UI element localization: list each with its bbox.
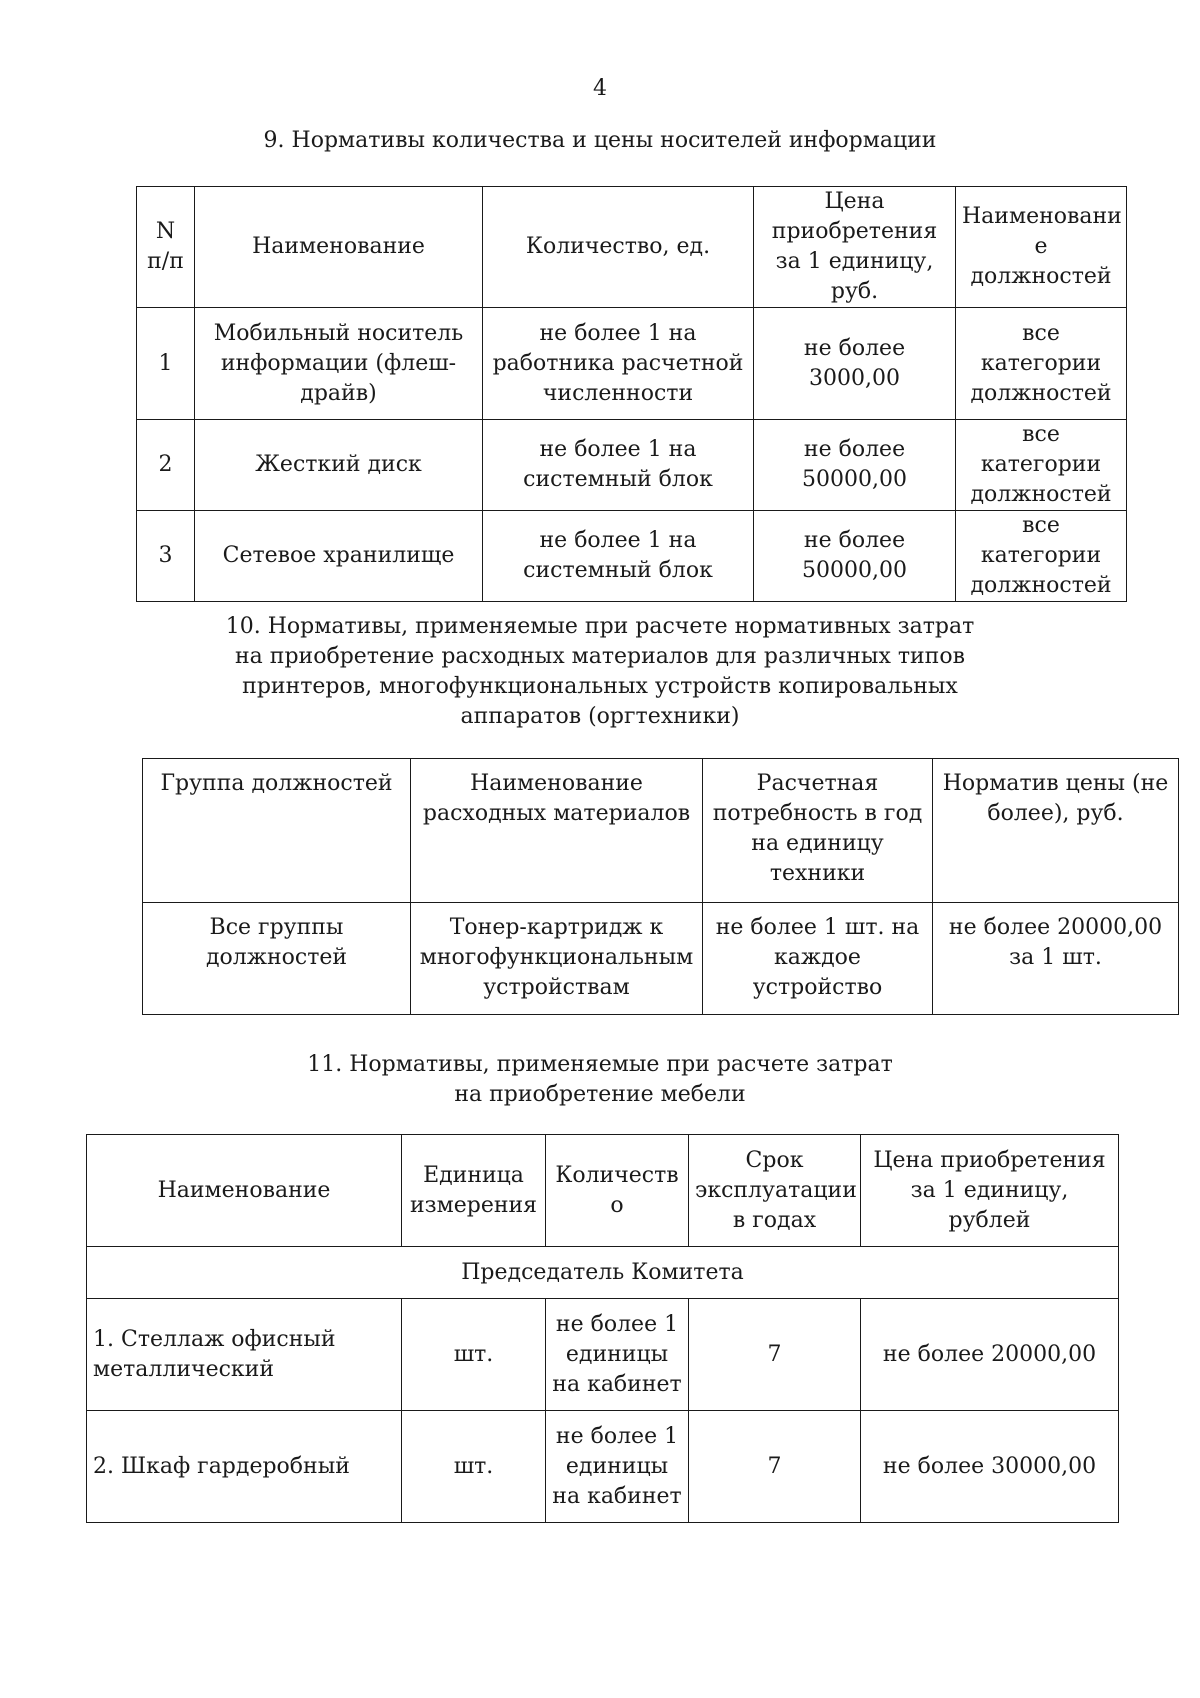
header-cell: Расчетная потребность в год на единицу техники <box>703 759 933 903</box>
table-cell: 3 <box>137 511 195 602</box>
table-row <box>137 420 1127 511</box>
title-line: принтеров, многофункциональных устройств копировальных <box>242 674 958 699</box>
header-cell: Норматив цены (не более), руб. <box>933 759 1179 903</box>
table-cell: все категории должностей <box>956 420 1127 511</box>
section-10-title <box>0 612 1200 732</box>
table-cell: не более 1 на системный блок <box>483 420 754 511</box>
table-row <box>87 1411 1119 1523</box>
media-standards-table <box>136 186 1127 602</box>
header-cell: Количество, ед. <box>483 187 754 308</box>
table-cell: не более 1 шт. на каждое устройство <box>703 903 933 1015</box>
header-cell: Наименование расходных материалов <box>411 759 703 903</box>
header-cell: Наименование <box>195 187 483 308</box>
header-cell: N п/п <box>137 187 195 308</box>
table-cell: 2 <box>137 420 195 511</box>
table-cell: все категории должностей <box>956 511 1127 602</box>
table-row <box>137 511 1127 602</box>
header-cell: Количеств о <box>546 1135 689 1247</box>
title-line: аппаратов (оргтехники) <box>460 704 740 729</box>
header-cell: Цена приобретения за 1 единицу, рублей <box>861 1135 1119 1247</box>
table-cell: не более 20000,00 за 1 шт. <box>933 903 1179 1015</box>
table-row <box>137 308 1127 420</box>
table-cell: Жесткий диск <box>195 420 483 511</box>
table-cell: все категории должностей <box>956 308 1127 420</box>
header-cell: Группа должностей <box>143 759 411 903</box>
page-number: 4 <box>593 76 607 101</box>
table-cell: не более 50000,00 <box>754 511 956 602</box>
table-header-row <box>143 759 1179 903</box>
title-line: на приобретение расходных материалов для различных типов <box>235 644 965 669</box>
group-label: Председатель Комитета <box>87 1247 1119 1299</box>
table-row <box>143 903 1179 1015</box>
table-cell: Мобильный носитель информации (флеш-драйв) <box>195 308 483 420</box>
group-row <box>87 1247 1119 1299</box>
table-cell: 1 <box>137 308 195 420</box>
title-line: на приобретение мебели <box>454 1082 746 1107</box>
section-9-title: 9. Нормативы количества и цены носителей информации <box>263 128 937 153</box>
table-cell: не более 3000,00 <box>754 308 956 420</box>
table-cell: шт. <box>402 1411 546 1523</box>
table-header-row <box>137 187 1127 308</box>
header-cell: Наименование <box>87 1135 402 1247</box>
table-cell: не более 30000,00 <box>861 1411 1119 1523</box>
section-11-title <box>0 1050 1200 1110</box>
consumables-standards-table <box>142 758 1179 1015</box>
header-cell: Единица измерения <box>402 1135 546 1247</box>
table-cell: не более 1 на системный блок <box>483 511 754 602</box>
table-cell: не более 50000,00 <box>754 420 956 511</box>
table-cell: не более 20000,00 <box>861 1299 1119 1411</box>
title-line: 10. Нормативы, применяемые при расчете нормативных затрат <box>225 614 975 639</box>
table-cell: Все группы должностей <box>143 903 411 1015</box>
table-cell: шт. <box>402 1299 546 1411</box>
table-row <box>87 1299 1119 1411</box>
table-cell: не более 1 единицы на кабинет <box>546 1411 689 1523</box>
table-cell: Тонер-картридж к многофункциональным устройствам <box>411 903 703 1015</box>
table-cell: 2. Шкаф гардеробный <box>87 1411 402 1523</box>
furniture-standards-table <box>86 1134 1119 1523</box>
table-header-row <box>87 1135 1119 1247</box>
header-cell: Цена приобретения за 1 единицу, руб. <box>754 187 956 308</box>
table-cell: 7 <box>689 1411 861 1523</box>
title-line: 11. Нормативы, применяемые при расчете затрат <box>307 1052 893 1077</box>
table-cell: не более 1 единицы на кабинет <box>546 1299 689 1411</box>
table-cell: 1. Стеллаж офисный металлический <box>87 1299 402 1411</box>
header-cell: Наименовани е должностей <box>956 187 1127 308</box>
table-cell: не более 1 на работника расчетной численности <box>483 308 754 420</box>
table-cell: Сетевое хранилище <box>195 511 483 602</box>
table-cell: 7 <box>689 1299 861 1411</box>
header-cell: Срок эксплуатации в годах <box>689 1135 861 1247</box>
